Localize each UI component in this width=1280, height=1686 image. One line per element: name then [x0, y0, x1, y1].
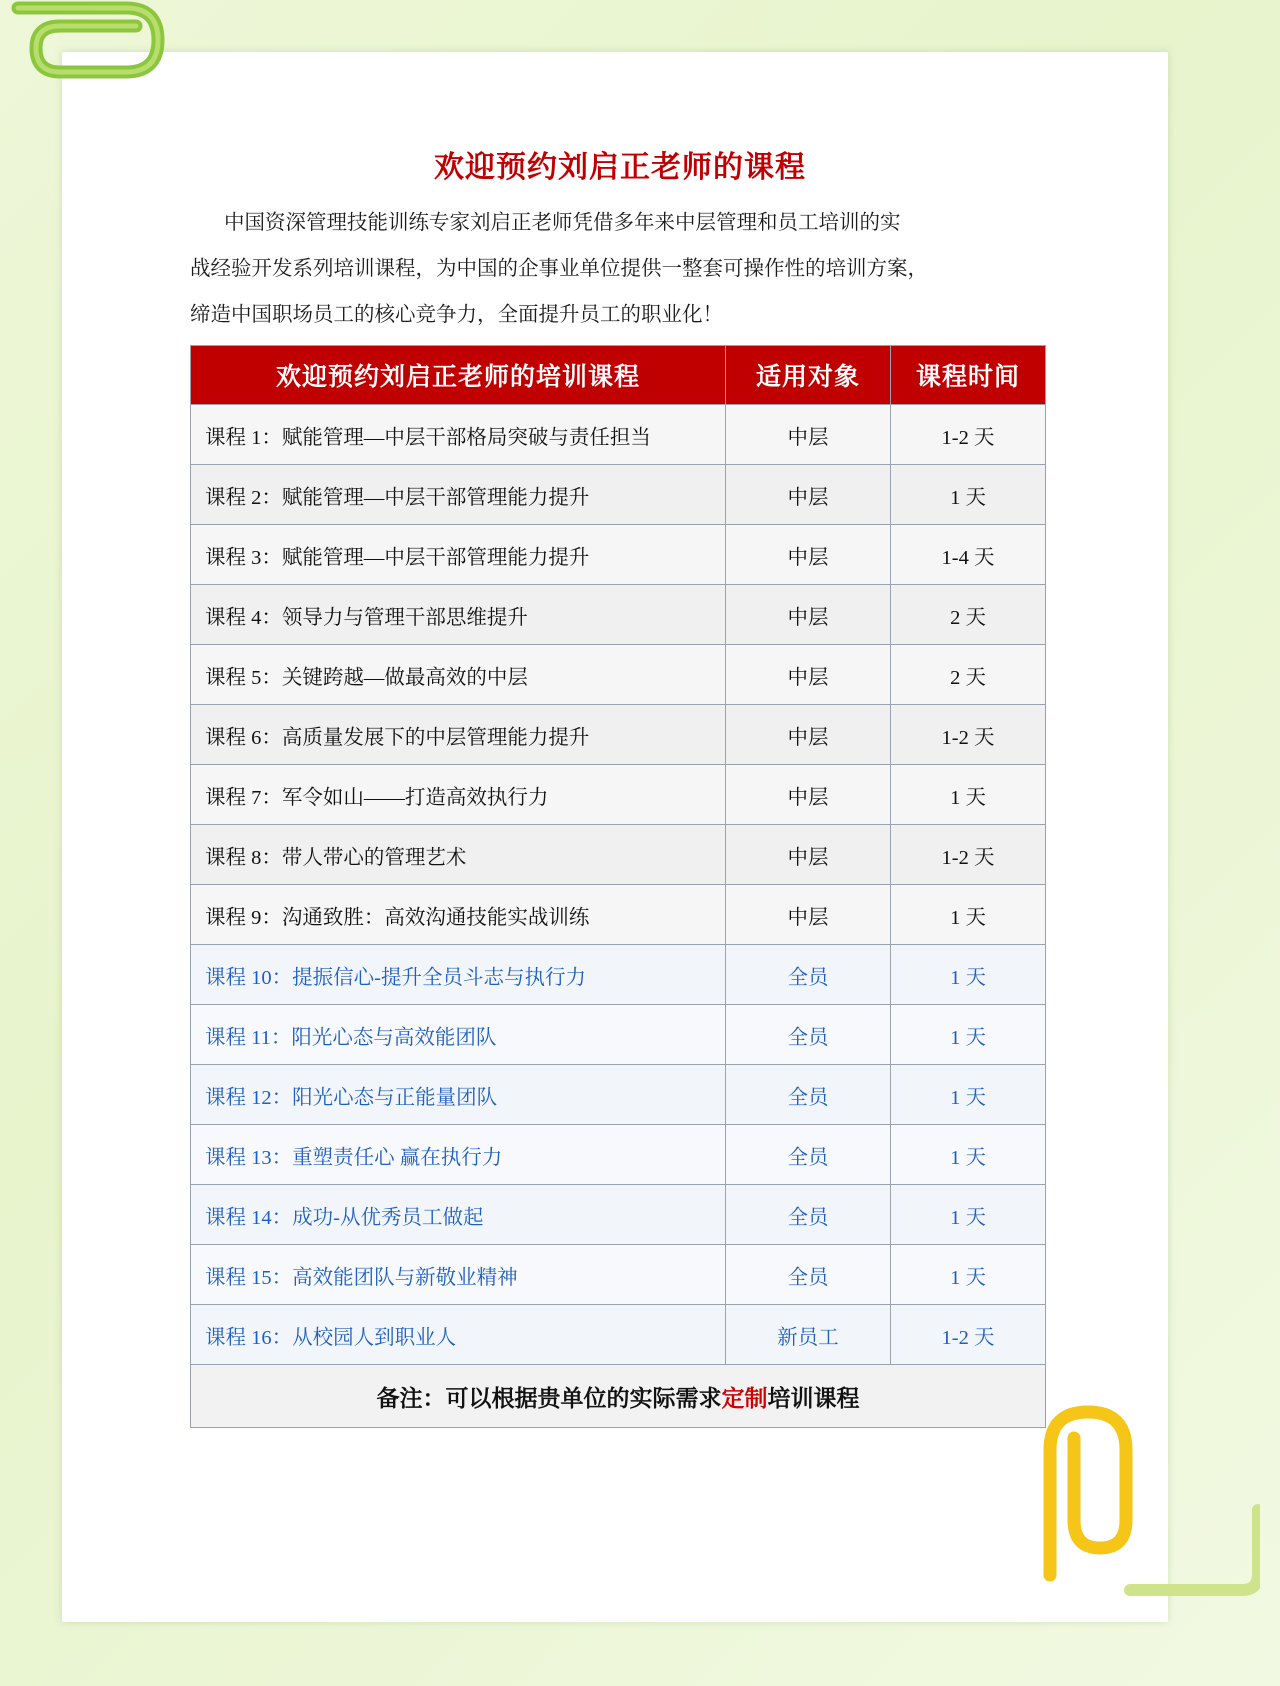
course-duration: 1 天: [891, 885, 1046, 945]
course-audience: 中层: [726, 525, 891, 585]
table-row: [191, 465, 1046, 525]
course-duration: 1-2 天: [891, 825, 1046, 885]
header-course: 欢迎预约刘启正老师的培训课程: [191, 346, 726, 405]
course-audience: 中层: [726, 405, 891, 465]
note-suffix: 培训课程: [767, 1385, 860, 1411]
table-row: [191, 945, 1046, 1005]
course-audience: 中层: [726, 585, 891, 645]
course-duration: 1 天: [891, 1005, 1046, 1065]
header-duration: 课程时间: [891, 346, 1046, 405]
course-audience: 全员: [726, 1065, 891, 1125]
course-name: 课程 7：军令如山——打造高效执行力: [191, 765, 726, 825]
course-name: 课程 6：高质量发展下的中层管理能力提升: [191, 705, 726, 765]
course-audience: 新员工: [726, 1305, 891, 1365]
course-name: 课程 13：重塑责任心 赢在执行力: [191, 1125, 726, 1185]
document-content: [190, 130, 1050, 1428]
course-table: [190, 345, 1046, 1428]
table-row: [191, 525, 1046, 585]
header-audience: 适用对象: [726, 346, 891, 405]
course-duration: 1 天: [891, 1125, 1046, 1185]
note-accent: 定制: [721, 1385, 768, 1411]
table-row: [191, 585, 1046, 645]
intro-line-1: 中国资深管理技能训练专家刘启正老师凭借多年来中层管理和员工培训的实: [224, 212, 901, 234]
course-name: 课程 10：提振信心-提升全员斗志与执行力: [191, 945, 726, 1005]
course-name: 课程 2：赋能管理—中层干部管理能力提升: [191, 465, 726, 525]
table-row: [191, 1005, 1046, 1065]
course-duration: 1 天: [891, 765, 1046, 825]
table-row: [191, 1125, 1046, 1185]
course-audience: 中层: [726, 885, 891, 945]
course-audience: 中层: [726, 765, 891, 825]
table-row: [191, 885, 1046, 945]
table-row: [191, 1245, 1046, 1305]
note-prefix: 备注：可以根据贵单位的实际需求: [376, 1385, 722, 1411]
course-duration: 1-4 天: [891, 525, 1046, 585]
table-header-row: [191, 346, 1046, 405]
table-body: [191, 405, 1046, 1365]
table-row: [191, 1065, 1046, 1125]
course-audience: 中层: [726, 705, 891, 765]
course-audience: 中层: [726, 645, 891, 705]
table-row: [191, 765, 1046, 825]
course-audience: 全员: [726, 1125, 891, 1185]
table-footer-row: [191, 1365, 1046, 1428]
course-duration: 2 天: [891, 645, 1046, 705]
course-duration: 1 天: [891, 465, 1046, 525]
course-name: 课程 15：高效能团队与新敬业精神: [191, 1245, 726, 1305]
intro-line-2: 战经验开发系列培训课程，为中国的企事业单位提供一整套可操作性的培训方案，: [190, 257, 928, 280]
course-audience: 全员: [726, 1005, 891, 1065]
table-row: [191, 645, 1046, 705]
table-row: [191, 705, 1046, 765]
course-audience: 全员: [726, 1185, 891, 1245]
table-header: [191, 346, 1046, 405]
course-name: 课程 14：成功-从优秀员工做起: [191, 1185, 726, 1245]
table-row: [191, 1305, 1046, 1365]
course-duration: 1 天: [891, 1065, 1046, 1125]
course-duration: 2 天: [891, 585, 1046, 645]
intro-line-3: 缔造中国职场员工的核心竞争力，全面提升员工的职业化！: [190, 303, 723, 326]
course-audience: 中层: [726, 825, 891, 885]
course-audience: 全员: [726, 1245, 891, 1305]
page-title: 欢迎预约刘启正老师的课程: [434, 151, 806, 184]
course-name: 课程 8：带人带心的管理艺术: [191, 825, 726, 885]
course-duration: 1 天: [891, 1245, 1046, 1305]
course-audience: 中层: [726, 465, 891, 525]
intro-paragraph: [190, 208, 1050, 331]
course-duration: 1 天: [891, 1185, 1046, 1245]
course-duration: 1 天: [891, 945, 1046, 1005]
course-name: 课程 4：领导力与管理干部思维提升: [191, 585, 726, 645]
table-footer: [191, 1365, 1046, 1428]
course-duration: 1-2 天: [891, 405, 1046, 465]
course-name: 课程 11：阳光心态与高效能团队: [191, 1005, 726, 1065]
course-name: 课程 12：阳光心态与正能量团队: [191, 1065, 726, 1125]
course-duration: 1-2 天: [891, 1305, 1046, 1365]
course-name: 课程 9：沟通致胜：高效沟通技能实战训练: [191, 885, 726, 945]
course-name: 课程 1：赋能管理—中层干部格局突破与责任担当: [191, 405, 726, 465]
course-name: 课程 3：赋能管理—中层干部管理能力提升: [191, 525, 726, 585]
table-note: [191, 1365, 1046, 1428]
table-row: [191, 405, 1046, 465]
course-name: 课程 5：关键跨越—做最高效的中层: [191, 645, 726, 705]
table-row: [191, 1185, 1046, 1245]
course-audience: 全员: [726, 945, 891, 1005]
table-row: [191, 825, 1046, 885]
course-name: 课程 16：从校园人到职业人: [191, 1305, 726, 1365]
course-duration: 1-2 天: [891, 705, 1046, 765]
